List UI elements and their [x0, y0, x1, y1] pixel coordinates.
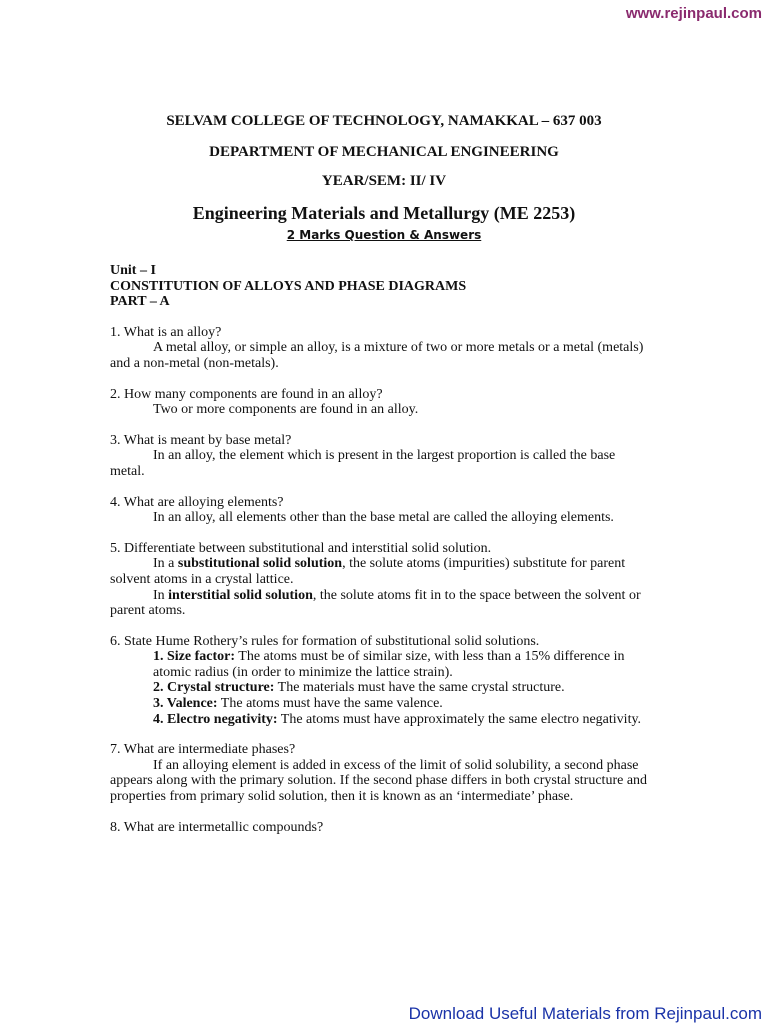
rule-crystal-structure [153, 680, 650, 696]
term-interstitial: interstitial solid solution [168, 587, 313, 603]
rule-size-factor [153, 649, 650, 680]
qa-item-6 [110, 634, 650, 728]
qa-item-7 [110, 742, 650, 804]
answer-substitutional [110, 556, 650, 587]
answer: A metal alloy, or simple an alloy, is a mixture of two or more metals or a metal (metals) and a non-metal (non-metals). [110, 340, 644, 371]
document-body [110, 263, 650, 835]
qa-item-5 [110, 541, 650, 619]
college-name: SELVAM COLLEGE OF TECHNOLOGY, NAMAKKAL – 637 003 [166, 113, 602, 129]
department-name: DEPARTMENT OF MECHANICAL ENGINEERING [209, 144, 559, 160]
rule-text: The atoms must have approximately the same electro negativity. [277, 711, 642, 727]
rule-electro-negativity [153, 712, 650, 728]
qa-item-8 [110, 820, 650, 836]
question: 5. Differentiate between substitutional and interstitial solid solution. [110, 540, 492, 556]
answer-text: , the solute atoms fit in to the space between the solvent or parent atoms. [110, 587, 641, 619]
qa-item-1 [110, 325, 650, 372]
answer: In an alloy, the element which is present in the largest proportion is called the base metal. [110, 448, 616, 479]
year-semester: YEAR/SEM: II/ IV [321, 173, 447, 189]
qa-item-3 [110, 433, 650, 480]
rule-label: 2. Crystal structure: [153, 680, 275, 696]
subject-title: Engineering Materials and Metallurgy (ME 2253) [192, 203, 576, 223]
rule-label: 1. Size factor: [153, 649, 236, 665]
document-subtitle: 2 Marks Question & Answers [286, 228, 482, 242]
rule-text: The atoms must have the same valence. [217, 696, 443, 712]
answer: In an alloy, all elements other than the base metal are called the alloying elements. [153, 510, 614, 526]
question: 7. What are intermediate phases? [110, 742, 296, 758]
question: 6. State Hume Rothery’s rules for formation of substitutional solid solutions. [110, 633, 540, 649]
question: 4. What are alloying elements? [110, 494, 284, 510]
rule-label: 3. Valence: [153, 696, 218, 712]
answer-text: , the solute atoms (impurities) substitute for parent solvent atoms in a crystal lattice. [110, 556, 626, 587]
answer-text: In a [153, 556, 178, 572]
question: 2. How many components are found in an alloy? [110, 386, 383, 402]
answer-text: In [153, 587, 169, 603]
qa-item-2 [110, 387, 650, 418]
watermark-link[interactable]: www.rejinpaul.com [625, 5, 762, 22]
answer: If an alloying element is added in excess of the limit of solid solubility, a second phase appears along with the primary solution. If the second phase differs in both crystal structure and properties from primary solid solution, then it is known as an ‘intermediate’ phase. [110, 757, 648, 805]
answer: Two or more components are found in an alloy. [153, 402, 419, 418]
answer-interstitial [110, 588, 650, 619]
qa-item-4 [110, 495, 650, 526]
rule-label: 4. Electro negativity: [153, 711, 278, 727]
unit-title: CONSTITUTION OF ALLOYS AND PHASE DIAGRAMS [110, 278, 467, 294]
unit-label: Unit – I [110, 263, 156, 278]
rule-text: The materials must have the same crystal structure. [274, 680, 565, 696]
term-substitutional: substitutional solid solution [177, 556, 343, 572]
footer-download-link[interactable]: Download Useful Materials from Rejinpaul.com [408, 1004, 762, 1023]
question: 1. What is an alloy? [110, 324, 222, 340]
question: 8. What are intermetallic compounds? [110, 819, 324, 835]
part-label: PART – A [110, 294, 170, 310]
rule-text: The atoms must be of similar size, with less than a 15% difference in atomic radius (in order to minimize the lattice strain). [153, 649, 625, 680]
question: 3. What is meant by base metal? [110, 432, 292, 448]
rule-valence [153, 696, 650, 712]
